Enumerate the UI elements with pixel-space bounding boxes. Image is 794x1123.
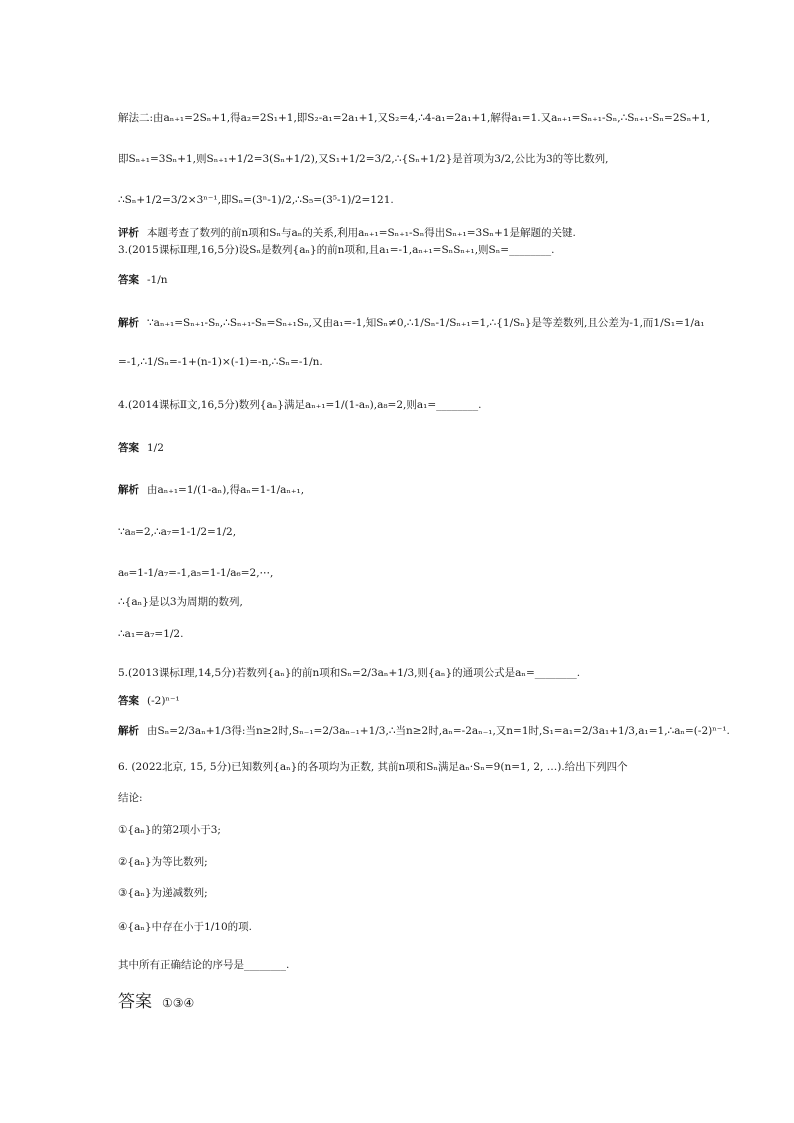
comment-label: 评析 — [118, 227, 139, 239]
problem-6-conclusion-4: ④{aₙ}中存在小于1/10的项. — [118, 921, 252, 933]
problem-4-analysis-line-1: 解析 由aₙ₊₁=1/(1-aₙ),得aₙ=1-1/aₙ₊₁, — [118, 484, 305, 496]
analysis-label: 解析 — [118, 484, 139, 496]
analysis-label: 解析 — [118, 317, 139, 329]
problem-5-statement: 5.(2013课标Ⅰ理,14,5分)若数列{aₙ}的前n项和Sₙ=2/3aₙ+1/3,则{aₙ}的通项公式是aₙ=________. — [118, 667, 581, 679]
problem-4-analysis-line-4: ∴{aₙ}是以3为周期的数列, — [118, 596, 243, 608]
solution-method-two-line-2: 即Sₙ₊₁=3Sₙ+1,则Sₙ₊₁+1/2=3(Sₙ+1/2),又S₁+1/2=3/2,∴{Sₙ+1/2}是首项为3/2,公比为3的等比数列, — [118, 153, 609, 165]
problem-6-answer: 答案 ①③④ — [118, 992, 195, 1012]
problem-3-analysis-line-2: =-1,∴1/Sₙ=-1+(n-1)×(-1)=-n,∴Sₙ=-1/n. — [118, 356, 323, 368]
analysis-label: 解析 — [118, 725, 139, 737]
problem-4-answer: 答案 1/2 — [118, 442, 164, 454]
problem-3-answer: 答案 -1/n — [118, 274, 168, 286]
problem-5-analysis: 解析 由Sₙ=2/3aₙ+1/3得:当n≥2时,Sₙ₋₁=2/3aₙ₋₁+1/3,∴当n≥2时,aₙ=-2aₙ₋₁,又n=1时,S₁=a₁=2/3a₁+1/3,a₁=1,∴aₙ=(-2)ⁿ⁻¹. — [118, 725, 730, 737]
problem-6-question: 其中所有正确结论的序号是________. — [118, 959, 290, 971]
problem-5-answer: 答案 (-2)ⁿ⁻¹ — [118, 695, 180, 707]
problem-4-analysis-line-5: ∴a₁=a₇=1/2. — [118, 628, 184, 640]
problem-6-statement-line-2: 结论: — [118, 792, 143, 804]
problem-4-statement: 4.(2014课标Ⅱ文,16,5分)数列{aₙ}满足aₙ₊₁=1/(1-aₙ),a₈=2,则a₁=________. — [118, 399, 482, 411]
answer-label: 答案 — [118, 442, 139, 454]
answer-label: 答案 — [118, 695, 139, 707]
answer-label: 答案 — [118, 274, 139, 286]
comment-line: 评析 本题考查了数列的前n项和Sₙ与aₙ的关系,利用aₙ₊₁=Sₙ₊₁-Sₙ得出Sₙ₊₁=3Sₙ+1是解题的关键. — [118, 227, 576, 239]
problem-6-conclusion-2: ②{aₙ}为等比数列; — [118, 856, 208, 868]
problem-4-analysis-line-2: ∵a₈=2,∴a₇=1-1/2=1/2, — [118, 526, 237, 538]
problem-6-conclusion-3: ③{aₙ}为递减数列; — [118, 887, 208, 899]
answer-label: 答案 — [118, 992, 152, 1012]
problem-3-analysis-line-1: 解析 ∵aₙ₊₁=Sₙ₊₁-Sₙ,∴Sₙ₊₁-Sₙ=Sₙ₊₁Sₙ,又由a₁=-1,知Sₙ≠0,∴1/Sₙ-1/Sₙ₊₁=1,∴{1/Sₙ}是等差数列,且公差为-1,而1/S₁=1/a₁ — [118, 317, 705, 329]
problem-6-conclusion-1: ①{aₙ}的第2项小于3; — [118, 824, 221, 836]
solution-method-two-line-3: ∴Sₙ+1/2=3/2×3ⁿ⁻¹,即Sₙ=(3ⁿ-1)/2,∴S₅=(3⁵-1)/2=121. — [118, 194, 394, 206]
problem-3-statement: 3.(2015课标Ⅱ理,16,5分)设Sₙ是数列{aₙ}的前n项和,且a₁=-1,aₙ₊₁=SₙSₙ₊₁,则Sₙ=________. — [118, 244, 555, 256]
solution-method-two-line-1: 解法二:由aₙ₊₁=2Sₙ+1,得a₂=2S₁+1,即S₂-a₁=2a₁+1,又S₂=4,∴4-a₁=2a₁+1,解得a₁=1.又aₙ₊₁=Sₙ₊₁-Sₙ,∴Sₙ₊₁-Sₙ=2Sₙ+1, — [118, 112, 711, 124]
problem-6-statement-line-1: 6. (2022北京, 15, 5分)已知数列{aₙ}的各项均为正数, 其前n项和Sₙ满足aₙ·Sₙ=9(n=1, 2, …).给出下列四个 — [118, 761, 628, 773]
problem-4-analysis-line-3: a₆=1-1/a₇=-1,a₅=1-1/a₆=2,⋯, — [118, 567, 274, 579]
